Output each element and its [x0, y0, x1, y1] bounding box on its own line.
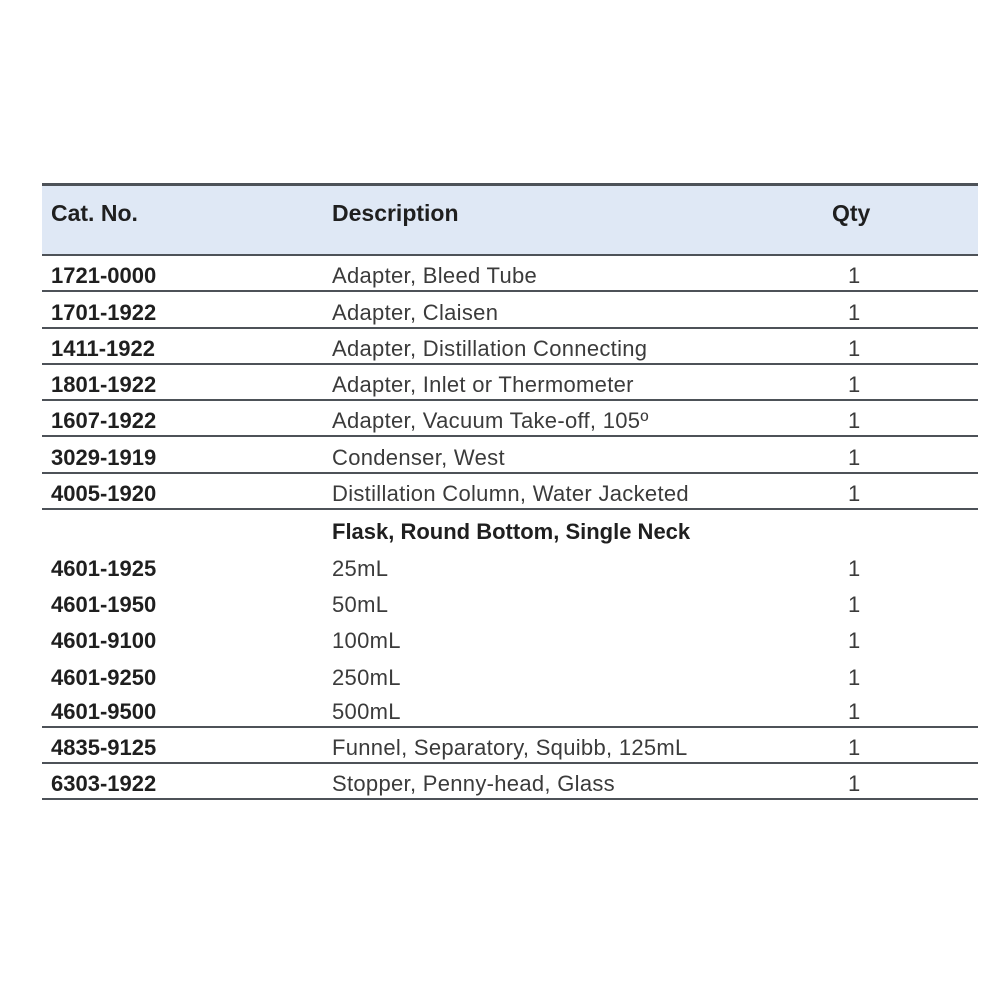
description-cell: Adapter, Vacuum Take-off, 105º [332, 408, 649, 434]
cat-no-cell: 3029-1919 [51, 444, 157, 470]
description-cell: Funnel, Separatory, Squibb, 125mL [332, 735, 688, 761]
table-row [42, 437, 978, 473]
catalog-table [42, 183, 978, 800]
qty-cell: 1 [848, 664, 861, 690]
description-cell: 100mL [332, 628, 401, 654]
table-row [42, 474, 978, 510]
qty-cell: 1 [848, 481, 861, 507]
group-heading: Flask, Round Bottom, Single Neck [332, 519, 691, 545]
cat-no-cell: 1607-1922 [51, 408, 157, 434]
cat-no-cell: 4005-1920 [51, 481, 157, 507]
description-cell: Adapter, Claisen [332, 299, 499, 325]
table-header [42, 183, 978, 256]
description-cell: Stopper, Penny-head, Glass [332, 771, 615, 797]
qty-cell: 1 [848, 628, 861, 654]
cat-no-cell: 1721-0000 [51, 263, 157, 289]
qty-cell: 1 [848, 372, 861, 398]
table-row [42, 728, 978, 764]
qty-cell: 1 [848, 444, 861, 470]
description-cell: Adapter, Inlet or Thermometer [332, 372, 634, 398]
header-cat-no: Cat. No. [51, 200, 138, 226]
description-cell: 500mL [332, 698, 401, 724]
qty-cell: 1 [848, 263, 861, 289]
qty-cell: 1 [848, 771, 861, 797]
cat-no-cell: 1801-1922 [51, 372, 157, 398]
table-row [42, 655, 978, 691]
table-row [42, 546, 978, 582]
cat-no-cell: 6303-1922 [51, 771, 157, 797]
qty-cell: 1 [848, 408, 861, 434]
qty-cell: 1 [848, 299, 861, 325]
cat-no-cell: 4601-1950 [51, 591, 157, 617]
table-body [42, 256, 978, 800]
cat-no-cell: 4601-9500 [51, 698, 157, 724]
qty-cell: 1 [848, 335, 861, 361]
cat-no-cell: 1701-1922 [51, 299, 157, 325]
table-row [42, 365, 978, 401]
table-row [42, 583, 978, 619]
table-row [42, 764, 978, 800]
qty-cell: 1 [848, 735, 861, 761]
description-cell: Distillation Column, Water Jacketed [332, 481, 689, 507]
cat-no-cell: 4601-9250 [51, 664, 157, 690]
table-row [42, 256, 978, 292]
table-row [42, 329, 978, 365]
cat-no-cell: 4601-9100 [51, 628, 157, 654]
cat-no-cell: 4835-9125 [51, 735, 157, 761]
qty-cell: 1 [848, 555, 861, 581]
group-heading-row [42, 510, 978, 546]
description-cell: 250mL [332, 664, 401, 690]
description-cell: Condenser, West [332, 444, 505, 470]
table-row [42, 619, 978, 655]
qty-cell: 1 [848, 698, 861, 724]
table-row [42, 692, 978, 728]
table-row [42, 401, 978, 437]
header-qty: Qty [832, 200, 871, 226]
header-description: Description [332, 200, 459, 226]
description-cell: 50mL [332, 591, 389, 617]
cat-no-cell: 1411-1922 [51, 335, 155, 361]
table-row [42, 292, 978, 328]
description-cell: 25mL [332, 555, 389, 581]
description-cell: Adapter, Bleed Tube [332, 263, 538, 289]
description-cell: Adapter, Distillation Connecting [332, 335, 648, 361]
qty-cell: 1 [848, 591, 861, 617]
cat-no-cell: 4601-1925 [51, 555, 157, 581]
